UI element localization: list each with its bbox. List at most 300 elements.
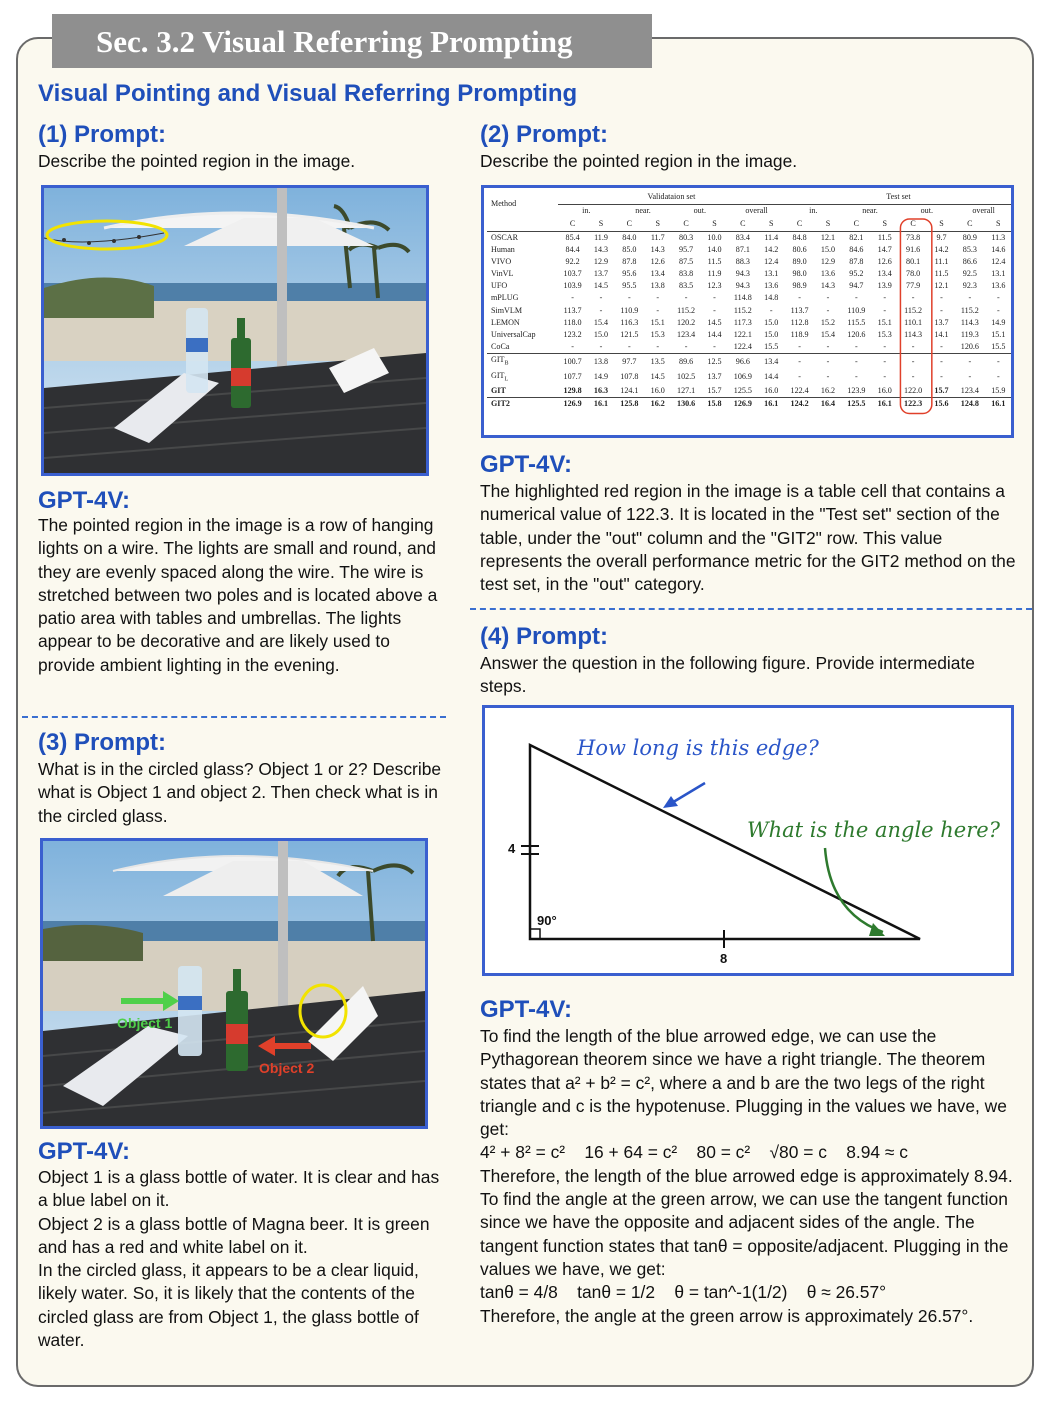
table-cell: - [898,353,927,369]
table-subheader: out. [920,206,933,216]
table-cell: 84.8 [785,232,814,245]
table-cell: - [814,353,841,369]
table-cell: 13.4 [758,353,785,369]
table-cs-header: S [712,219,717,229]
table-cell: 122.3 [898,398,927,411]
table-cell: 15.4 [593,317,609,327]
table-cell: - [996,372,1000,382]
table-cs-header: S [598,219,604,229]
table-method-cell: OSCAR [487,232,558,245]
table-cell: 11.5 [934,269,949,279]
table-cell: - [955,353,984,369]
table-cell: - [826,341,830,351]
table-cell: 15.0 [820,245,836,255]
response-3-line: Object 2 is a glass bottle of Magna beer. It is green and has a red and white label on it. [38,1213,430,1257]
table-cell: 98.0 [792,269,807,279]
table-cell: 124.8 [955,398,984,411]
gpt4v-response-3 [38,1166,443,1352]
table-method-header: Method [491,199,517,209]
table-cell: - [883,305,887,315]
table-cell: 15.0 [764,317,779,327]
table-subheader: in. [582,206,591,216]
table-cell: 110.9 [620,305,639,315]
table-cell: 85.0 [622,245,637,255]
table-cell: 78.0 [906,269,921,279]
table-cell: 14.9 [593,372,609,382]
table-cell: 94.7 [849,281,864,291]
prompt-2-heading: (2) Prompt: [480,121,608,148]
table-cell: 16.4 [814,398,841,411]
table-method-cell: $GIT_L$ [491,370,509,383]
table-subheader: overall [745,206,768,216]
table-cs-header: C [796,219,803,229]
table-cell: 127.1 [677,386,696,396]
table-cell: 15.3 [877,329,892,339]
table-method-cell: UniversalCap [491,329,536,339]
table-cell: - [826,293,830,303]
table-cell: 12.4 [991,257,1006,267]
table-cell: 115.2 [733,305,752,315]
gpt4v-label-4: GPT-4V: [480,996,573,1023]
table-subheader: near. [635,206,651,216]
table-cell: 84.6 [849,245,864,255]
response-4-line: Therefore, the length of the blue arrowed edge is approximately 8.94. [480,1165,1013,1186]
table-method-cell: UFO [491,281,508,291]
table-cell: 98.9 [792,281,807,291]
table-cell: 12.1 [934,281,949,291]
table-cell: - [855,341,858,351]
table-cell: - [785,353,814,369]
table-method-cell: LEMON [491,317,520,327]
table-cell: 9.7 [928,232,955,245]
table-cs-header: S [655,219,661,229]
table-subheader: near. [862,206,878,216]
table-cell: 15.8 [701,398,728,411]
table-cell: 16.2 [820,386,836,396]
table-cell: 97.7 [615,353,644,369]
table-cell: 120.6 [847,329,866,339]
patio-photo-3 [40,838,428,1129]
table-cell: 114.3 [904,329,923,339]
table-cell: - [842,353,871,369]
table-cell: 100.7 [558,353,587,369]
table-cell: 82.1 [842,232,871,245]
table-cell: - [911,372,915,382]
table-cell: - [571,293,574,303]
table-cell: 77.9 [906,281,921,291]
table-cell: 89.6 [671,353,700,369]
table-cell: 13.6 [991,281,1006,291]
page-subtitle: Visual Pointing and Visual Referring Prompting [38,80,578,107]
table-cell: 15.4 [820,329,836,339]
table-cell: - [940,341,943,351]
table-cell: 16.0 [877,386,892,396]
table-cell: 14.4 [764,372,779,382]
table-cs-header: S [882,219,888,229]
gpt4v-response-4 [480,1025,1030,1328]
table-cell: 12.6 [650,257,665,267]
table-cs-header: C [683,219,689,229]
table-cell: 15.1 [650,317,665,327]
table-cell: 85.4 [558,232,587,245]
table-cell: 11.1 [934,257,949,267]
table-cell: 10.0 [701,232,728,245]
table-cell: 15.9 [991,386,1006,396]
table-cell: 15.2 [820,317,836,327]
results-table-figure [481,185,1014,438]
table-cell: 11.3 [985,232,1012,245]
table-cell: 13.7 [934,317,949,327]
table-cell: 13.1 [764,269,779,279]
prompt-3-text: What is in the circled glass? Object 1 or 2? Describe what is Object 1 and object 2. Then check what is in the circled glass. [38,759,442,826]
table-cell: 92.3 [962,281,977,291]
table-cell: 114.3 [960,317,979,327]
table-cell: 110.1 [904,317,923,327]
table-cell: 130.6 [671,398,700,411]
response-4-line: To find the angle at the green arrow, we can use the tangent function since we have the opposite and adjacent sides of the angle. The tangent function states that tanθ = opposite/adjacent. Plugging in the values we have, we get: [480,1189,1009,1279]
table-cell: 13.4 [650,269,665,279]
table-cell: 14.5 [593,281,609,291]
table-cell: 13.1 [991,269,1006,279]
green-arrow [825,848,883,932]
table-cell: 92.5 [962,269,977,279]
prompt-4-text: Answer the question in the following figure. Provide intermediate steps. [480,653,975,697]
table-cell: 125.5 [842,398,871,411]
table-cell: - [798,293,801,303]
table-cell: 15.7 [707,386,722,396]
table-cell: 122.1 [733,329,752,339]
table-cell: 14.3 [820,281,836,291]
table-cell: 13.8 [587,353,614,369]
table-cell: 123.4 [677,329,696,339]
table-cell: - [798,372,801,382]
table-cell: 84.0 [615,232,644,245]
table-test-header: Test set [785,191,1012,205]
table-cell: 14.4 [707,329,722,339]
table-cell: 126.9 [728,398,757,411]
side-length-label: 4 [508,841,516,856]
table-subheader: overall [972,206,995,216]
table-cell: 15.5 [991,341,1006,351]
table-cell: 86.6 [962,257,977,267]
table-cell: 115.2 [960,305,979,315]
table-cell: 110.9 [847,305,866,315]
table-cell: - [628,341,631,351]
table-cell: 91.6 [906,245,921,255]
table-cell: - [968,372,972,382]
table-cell: 14.2 [934,245,949,255]
table-cell: 92.2 [565,257,580,267]
table-cell: 12.4 [764,257,779,267]
table-cell: 125.8 [615,398,644,411]
table-cell: 13.6 [764,281,779,291]
response-4-line: Therefore, the angle at the green arrow is approximately 26.57°. [480,1305,974,1326]
triangle-figure [482,705,1014,976]
table-cell: - [985,353,1012,369]
table-cell: 87.8 [622,257,637,267]
table-cell: - [599,305,603,315]
table-cell: 11.9 [587,232,614,245]
table-cell: 119.3 [960,329,979,339]
angle-90-label: 90° [537,913,557,928]
table-cell: - [883,372,887,382]
prompt-4-heading: (4) Prompt: [480,623,608,650]
table-cell: 73.8 [898,232,927,245]
table-cell: - [713,341,716,351]
object-2-label: Object 2 [259,1060,315,1076]
response-3-line: Object 1 is a glass bottle of water. It is clear and has a blue label on it. [38,1167,440,1211]
patio-scene-illustration [44,188,426,473]
table-cell: 80.1 [906,257,921,267]
table-method-cell: $GIT_B$ [487,353,558,369]
table-cell: 15.7 [934,386,949,396]
table-cell: 15.3 [650,329,665,339]
right-angle-marker [530,929,540,939]
table-cell: 14.6 [991,245,1006,255]
table-method-cell: GIT [491,386,506,396]
table-cell: 102.5 [677,372,696,382]
table-cell: 107.8 [620,372,639,382]
table-cell: 80.6 [792,245,807,255]
table-cell: 114.8 [733,293,752,303]
table-method-cell: SimVLM [491,305,523,315]
table-cell: 12.9 [593,257,609,267]
prompt-1-text: Describe the pointed region in the image. [38,151,356,171]
table-cell: - [883,341,887,351]
table-cell: 125.5 [733,386,752,396]
table-cell: 13.7 [707,372,722,382]
object-1-label: Object 1 [117,1015,173,1031]
table-cell: 15.1 [877,317,892,327]
table-cell: 84.4 [565,245,580,255]
table-cell: 122.4 [790,386,809,396]
table-cell: - [996,293,1000,303]
table-cell: - [713,293,716,303]
table-cell: - [940,293,943,303]
table-cell: 16.3 [593,386,609,396]
table-cell: 13.8 [650,281,665,291]
table-cs-header: C [626,219,633,229]
table-cell: 14.0 [707,245,722,255]
table-method-cell: VinVL [491,269,514,279]
table-cell: 103.9 [563,281,582,291]
blue-arrow [670,783,705,804]
table-cell: - [656,305,660,315]
table-cell: 124.1 [620,386,639,396]
table-cs-header: C [569,219,576,229]
triangle-shape [530,745,920,939]
table-cell: 95.7 [679,245,694,255]
table-cell: 87.5 [679,257,694,267]
table-cell: - [769,305,773,315]
table-cell: 113.7 [790,305,809,315]
patio-photo-1 [41,185,429,476]
table-cell: 12.5 [701,353,728,369]
prompt-1-heading: (1) Prompt: [38,121,166,148]
table-cell: 80.9 [955,232,984,245]
table-cs-header: S [996,219,1001,229]
table-cell: 15.6 [928,398,955,411]
table-cell: 112.8 [790,317,809,327]
base-length-label: 8 [720,951,728,966]
table-cell: 118.9 [790,329,809,339]
section-title: Sec. 3.2 Visual Referring Prompting [52,14,652,68]
table-cell: 87.8 [849,257,864,267]
table-cell: - [826,305,830,315]
question-angle-text: What is the angle here? [747,818,1000,842]
table-cell: - [911,293,915,303]
table-cell: 121.5 [620,329,639,339]
table-cell: - [968,293,972,303]
table-cell: 16.1 [587,398,614,411]
table-cell: 12.1 [814,232,841,245]
table-cell: 95.6 [622,269,637,279]
response-4-equation: 4² + 8² = c² 16 + 64 = c² 80 = c² √80 = c 8.94 ≈ c [480,1142,908,1163]
table-cell: 15.1 [991,329,1006,339]
table-cell: 113.7 [563,305,582,315]
patio-objects-illustration [43,841,425,1126]
table-cell: - [684,341,688,351]
table-cell: 85.3 [962,245,977,255]
table-cell: 124.2 [785,398,814,411]
table-cell: 12.6 [877,257,892,267]
table-cell: - [928,353,955,369]
table-cell: - [628,293,631,303]
table-cell: 88.3 [735,257,750,267]
table-cell: - [940,305,943,315]
divider-left [22,716,446,718]
table-cell: 117.3 [733,317,752,327]
table-cell: 14.1 [934,329,949,339]
response-4-equation: tanθ = 4/8 tanθ = 1/2 θ = tan^-1(1/2) θ ≈ 26.57° [480,1282,887,1303]
table-cell: - [599,341,603,351]
table-cs-header: C [853,219,860,229]
table-cell: 16.1 [758,398,785,411]
table-cell: 118.0 [563,317,582,327]
table-cell: 13.6 [820,269,836,279]
table-cell: 129.8 [563,386,582,396]
table-method-cell: GIT2 [487,398,558,411]
table-cell: - [656,341,660,351]
table-cell: 94.3 [735,269,750,279]
table-cell: 115.5 [847,317,866,327]
table-cell: 83.8 [679,269,694,279]
table-cell: 14.3 [593,245,609,255]
table-cell: 123.9 [847,386,866,396]
table-cell: 83.4 [728,232,757,245]
table-cell: - [855,293,858,303]
prompt-2-text: Describe the pointed region in the image. [480,151,798,171]
table-cell: - [883,293,887,303]
table-cell: 16.1 [985,398,1012,411]
table-cs-header: C [910,219,916,229]
table-cell: 87.1 [735,245,750,255]
gpt4v-label-3: GPT-4V: [38,1138,131,1165]
table-cell: 80.3 [671,232,700,245]
table-cell: 11.7 [644,232,671,245]
table-cell: 122.0 [904,386,923,396]
table-cell: 11.5 [707,257,722,267]
table-cell: 116.3 [620,317,639,327]
table-cell: 11.9 [707,269,722,279]
response-4-line: To find the length of the blue arrowed edge, we can use the Pythagorean theorem since we have a right triangle. The theorem states that a² + b² = c², where a and b are the two legs of the right triangle and c is the hypotenuse. Plugging in the values we have, we get: [480,1026,1007,1140]
divider-right [470,608,1032,610]
table-cell: 14.2 [764,245,779,255]
gpt4v-response-2: The highlighted red region in the image is a table cell that contains a numerical value of 122.3. It is located in the "Test set" section of the table, under the "out" column and the "GIT2" row. This value represents the overall performance metric for the GIT2 method on the test set, in the "out" category. [480,481,1016,595]
table-cell: 16.0 [650,386,665,396]
table-cell: 13.4 [877,269,892,279]
table-cell: 14.3 [650,245,665,255]
table-cell: 11.4 [758,232,785,245]
question-edge-text: How long is this edge? [577,736,819,760]
table-cell: 16.2 [644,398,671,411]
table-cell: 83.5 [679,281,694,291]
table-cell: - [911,341,915,351]
table-cell: 14.9 [991,317,1006,327]
table-cell: 12.9 [820,257,836,267]
table-method-cell: Human [491,245,515,255]
table-cs-header: S [825,219,831,229]
red-column-highlight [900,219,931,414]
table-cell: 96.6 [728,353,757,369]
table-method-cell: CoCa [491,341,510,351]
table-cell: 13.5 [644,353,671,369]
table-cell: - [826,372,830,382]
table-cell: 95.5 [622,281,637,291]
table-cell: 115.2 [904,305,923,315]
table-cell: - [571,341,574,351]
table-cell: 106.9 [733,372,752,382]
table-method-cell: mPLUG [491,293,519,303]
prompt-3-heading: (3) Prompt: [38,729,166,756]
table-cell: 120.2 [677,317,696,327]
table-highlight-overlay [484,188,1014,438]
table-subheader: out. [693,206,706,216]
table-cell: 103.7 [563,269,582,279]
table-cell: 120.6 [960,341,979,351]
response-3-line: In the circled glass, it appears to be a clear liquid, likely water. So, it is likely that the contents of the circled glass are from Object 1, the glass bottle of water. [38,1260,419,1351]
table-cell: - [996,305,1000,315]
table-cell: - [713,305,716,315]
table-cell: 95.2 [849,269,864,279]
table-cell: - [656,293,660,303]
table-cell: 123.4 [960,386,979,396]
table-cell: 123.2 [563,329,582,339]
table-cell: 13.9 [877,281,892,291]
table-cell: 13.7 [593,269,609,279]
table-cell: 122.4 [733,341,752,351]
table-cell: 14.5 [650,372,665,382]
table-cell: 15.0 [593,329,609,339]
table-cell: 94.3 [735,281,750,291]
table-cs-header: S [769,219,774,229]
table-cell: 15.5 [764,341,779,351]
table-cell: 12.3 [707,281,722,291]
gpt4v-label-1: GPT-4V: [38,487,131,514]
table-cs-header: C [967,219,973,229]
table-cell: 16.1 [871,398,898,411]
table-cell: 107.7 [563,372,582,382]
table-method-cell: VIVO [491,257,512,267]
gpt4v-response-1: The pointed region in the image is a row of hanging lights on a wire. The lights are small and round, and they are evenly spaced along the wire. The wire is stretched between two poles and is located above a patio area with tables and umbrellas. The lights appear to be decorative and are likely used to provide ambient lighting in the evening. [38,515,438,675]
table-val-header: Validataion set [558,191,785,205]
table-cell: 115.2 [677,305,696,315]
table-cell: - [940,372,943,382]
table-cell: 15.0 [764,329,779,339]
table-cell: - [684,293,688,303]
table-cell: - [798,341,801,351]
table-cell: 11.5 [871,232,898,245]
